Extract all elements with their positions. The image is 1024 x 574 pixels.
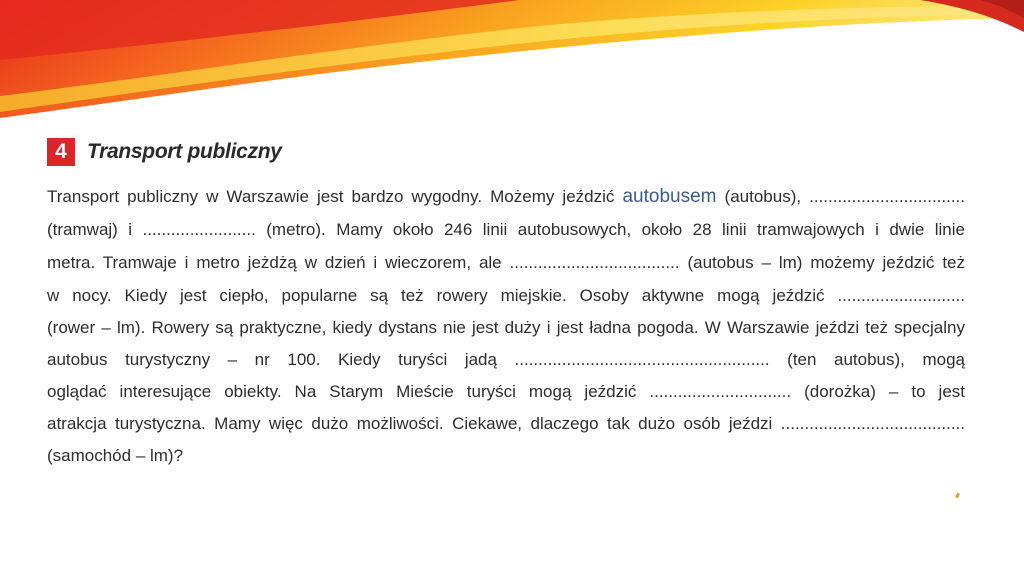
exercise-number-badge: 4 [47, 138, 75, 166]
text-line: (rower – lm). Rowery są praktyczne, kiedy dystans nie jest duży i jest ładna pogoda. W Warszawie jeździ też specjalny [47, 318, 965, 337]
exercise-title: Transport publiczny [87, 140, 282, 163]
text-line: (samochód – lm)? [47, 446, 184, 465]
text-line: autobus turystyczny – nr 100. Kiedy turyści jadą ...................................................... (ten autobus), mogą [47, 350, 965, 369]
text-line: w nocy. Kiedy jest ciepło, popularne są też rowery miejskie. Osoby aktywne mogą jeździć ........................... [47, 286, 965, 305]
decorative-speck [955, 493, 960, 499]
text-line: oglądać interesujące obiekty. Na Starym Mieście turyści mogą jeździć .............................. (dorożka) – to jest [47, 382, 965, 401]
text-line: (tramwaj) i ........................ (metro). Mamy około 246 linii autobusowych, około 28 linii tramwajowych i dwie linie [47, 220, 965, 239]
filled-answer: autobusem [622, 186, 717, 207]
text-line: atrakcja turystyczna. Mamy więc dużo możliwości. Ciekawe, dlaczego tak dużo osób jeździ ....................................... [47, 414, 965, 433]
text-line: Transport publiczny w Warszawie jest bardzo wygodny. Możemy jeździć autobusem (autobus), ................................. [47, 186, 966, 207]
decorative-banner [0, 0, 1024, 130]
text-line: metra. Tramwaje i metro jeżdżą w dzień i wieczorem, ale .................................... (autobus – lm) możemy jeździć też [47, 253, 965, 272]
exercise-heading [47, 138, 282, 166]
